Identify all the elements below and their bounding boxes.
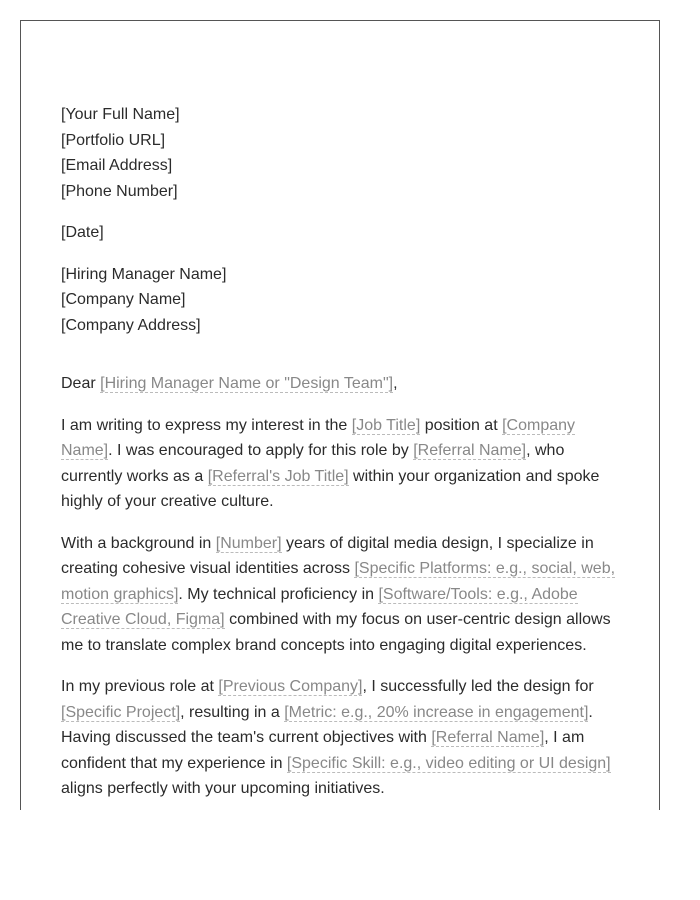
placeholder-company-name: [Company Name]: [61, 416, 576, 459]
paragraph-experience: [61, 674, 626, 802]
paragraph-background: [61, 531, 626, 659]
paragraph-intro: [61, 413, 626, 515]
text-run: aligns perfectly with your upcoming initiatives.: [61, 780, 385, 797]
text-run: In my previous role at: [61, 678, 219, 695]
recipient-company: [Company Name]: [61, 291, 186, 308]
text-run: position at: [420, 416, 503, 434]
text-run: With a background in: [61, 534, 216, 552]
placeholder-metric: [Metric: e.g., 20% increase in engagement]: [284, 703, 589, 721]
placeholder-skill: [Specific Skill: e.g., video editing or UI design]: [286, 754, 611, 772]
placeholder-referral-job-title: [Referral's Job Title]: [207, 467, 349, 485]
placeholder-platforms: [Specific Platforms: e.g., social, web, motion graphics]: [61, 560, 616, 603]
recipient-manager: [Hiring Manager Name]: [61, 265, 227, 283]
salutation-prefix: Dear: [61, 375, 101, 392]
text-run: I am writing to express my interest in the: [61, 416, 352, 434]
text-run: within your organization and spoke highly of your creative culture.: [61, 467, 600, 510]
text-run: . Having discussed the team's current objectives with: [61, 703, 593, 746]
placeholder-salutation-name: [Hiring Manager Name or "Design Team"]: [100, 375, 394, 392]
placeholder-years: [Number]: [215, 534, 282, 552]
recipient-address: [Company Address]: [61, 316, 201, 334]
sender-phone: [Phone Number]: [61, 182, 178, 200]
placeholder-previous-company: [Previous Company]: [218, 678, 363, 695]
letter-content: [61, 102, 626, 818]
placeholder-tools: [Software/Tools: e.g., Adobe Creative Cloud, Figma]: [61, 585, 578, 628]
text-run: , I successfully led the design for: [362, 678, 594, 695]
text-run: , who currently works as a: [61, 442, 565, 485]
letter-date: [Date]: [61, 224, 104, 241]
text-run: . I was encouraged to apply for this role by: [108, 442, 414, 459]
recipient-block: [61, 262, 626, 339]
sender-block: [61, 102, 626, 204]
sender-full-name: [Your Full Name]: [61, 106, 180, 123]
text-run: , resulting in a: [180, 703, 285, 721]
text-run: years of digital media design, I specialize in creating cohesive visual identities across: [61, 534, 594, 577]
sender-portfolio-url: [Portfolio URL]: [61, 131, 166, 149]
salutation: [61, 371, 626, 397]
placeholder-referral-name: [Referral Name]: [413, 442, 527, 459]
text-run: , I am confident that my experience in: [61, 729, 585, 772]
text-run: combined with my focus on user-centric design allows me to translate complex brand concepts into engaging digital experiences.: [61, 611, 611, 654]
placeholder-project: [Specific Project]: [61, 703, 181, 721]
sender-email: [Email Address]: [61, 157, 173, 174]
placeholder-job-title: [Job Title]: [351, 416, 421, 434]
placeholder-referral-name-2: [Referral Name]: [431, 729, 545, 746]
text-run: . My technical proficiency in: [178, 585, 379, 603]
date-block: [61, 220, 626, 246]
salutation-suffix: ,: [393, 375, 398, 392]
letter-page: [20, 20, 660, 810]
